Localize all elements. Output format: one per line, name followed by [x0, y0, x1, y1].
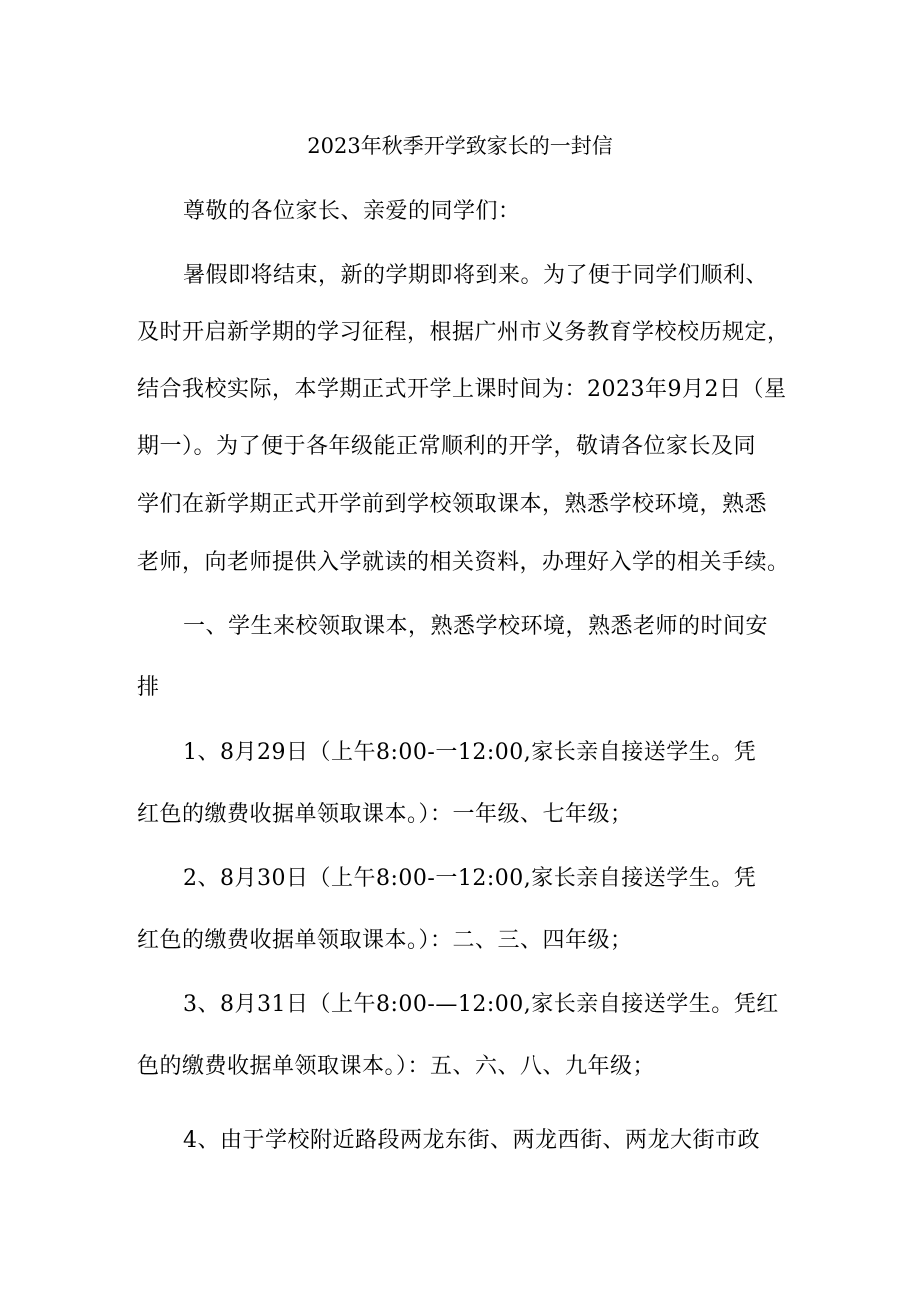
schedule-item-line: 红色的缴费收据单领取课本。）：一年级、七年级；	[137, 802, 633, 827]
schedule-item-line: 2、8月30日（上午8:00-一12:00,家长亲自接送学生。凭	[183, 866, 757, 891]
schedule-item-line: 色的缴费收据单领取课本。）：五、六、八、九年级；	[137, 1054, 656, 1079]
body-line: 期一）。为了便于各年级能正常顺利的开学，敬请各位家长及同	[137, 434, 757, 459]
body-line: 学们在新学期正式开学前到学校领取课本，熟悉学校环境，熟悉	[137, 492, 768, 517]
schedule-item-line: 1、8月29日（上午8:00-一12:00,家长亲自接送学生。凭	[183, 740, 757, 765]
schedule-item-line: 3、8月31日（上午8:00-—12:00,家长亲自接送学生。凭红	[183, 992, 779, 1017]
schedule-item-line: 红色的缴费收据单领取课本。）：二、三、四年级；	[137, 928, 633, 953]
letter-title: 2023年秋季开学致家长的一封信	[307, 134, 613, 158]
body-line: 暑假即将结束，新的学期即将到来。为了便于同学们顺利、	[183, 263, 769, 288]
salutation-line: 尊敬的各位家长、亲爱的同学们：	[183, 199, 521, 224]
body-line: 及时开启新学期的学习征程，根据广州市义务教育学校校历规定，	[137, 320, 790, 345]
section-heading-line: 排	[137, 675, 160, 700]
body-line: 老师，向老师提供入学就读的相关资料，办理好入学的相关手续。	[137, 550, 790, 575]
section-heading-line: 一、学生来校领取课本，熟悉学校环境，熟悉老师的时间安	[183, 614, 769, 639]
body-line: 结合我校实际，本学期正式开学上课时间为：2023年9月2日（星	[137, 377, 787, 402]
schedule-item-line: 4、由于学校附近路段两龙东街、两龙西街、两龙大街市政	[183, 1128, 760, 1153]
